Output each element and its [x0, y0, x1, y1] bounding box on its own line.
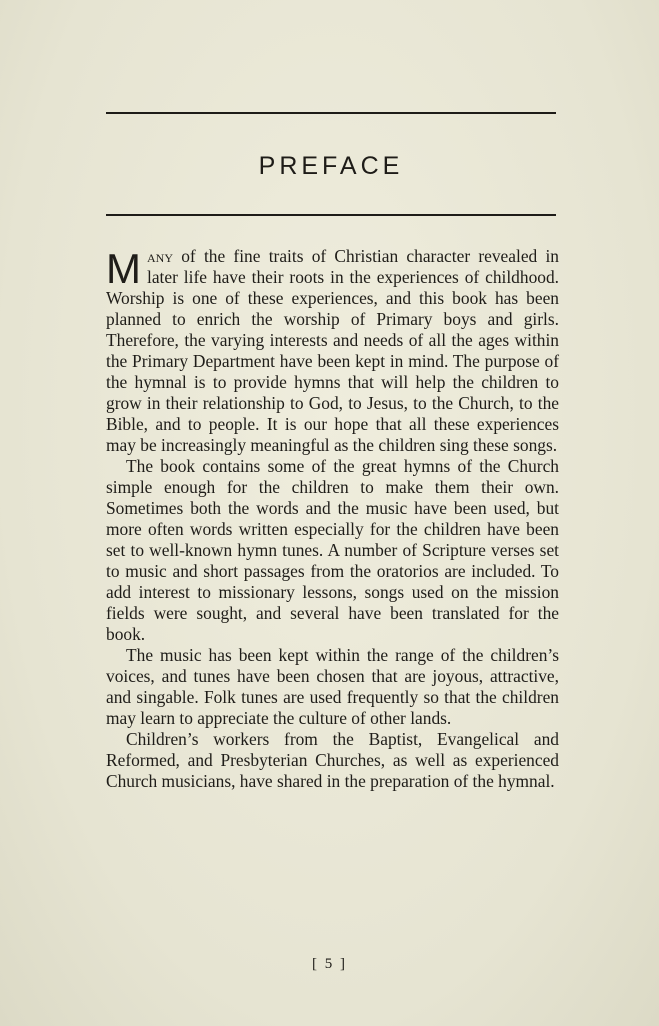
- paragraph-1-text: of the fine traits of Christian character revealed in later life have their roots in the experiences of childhood. Worship is one of these experiences, and this book has been planned to enrich the worship of Primary boys and girls. Therefore, the varying interests and needs of all the ages within the Primary Department have been kept in mind. The purpose of the hymnal is to provide hymns that will help the children to grow in their relationship to God, to Jesus, to the Church, to the Bible, and to people. It is our hope that all these experiences may be increasingly meaningful as the children sing these songs.: [106, 246, 559, 455]
- page-number: [ 5 ]: [312, 956, 347, 972]
- paragraph-4: Children’s workers from the Baptist, Evangelical and Reformed, and Presbyterian Churches, as well as experienced Church musicians, have shared in the preparation of the hymnal.: [106, 729, 559, 791]
- paragraph-3: The music has been kept within the range of the children’s voices, and tunes have been chosen that are joyous, attractive, and singable. Folk tunes are used frequently so that the children may learn to appreciate the culture of other lands.: [106, 645, 559, 728]
- bottom-rule: [106, 214, 556, 216]
- top-rule: [106, 112, 556, 114]
- paragraph-2: The book contains some of the great hymns of the Church simple enough for the children to make them their own. Sometimes both the words and the music have been used, but more often words written especially for the children have been set to well-known hymn tunes. A number of Scripture verses set to music and short passages from the oratorios are included. To add interest to missionary lessons, songs used on the mission fields were sought, and several have been translated for the book.: [106, 456, 559, 644]
- paragraph-1: [106, 246, 559, 456]
- first-word-small-caps: any: [147, 246, 173, 266]
- drop-cap: M: [106, 245, 141, 292]
- page-title: PREFACE: [258, 152, 404, 180]
- preface-body: [106, 246, 559, 792]
